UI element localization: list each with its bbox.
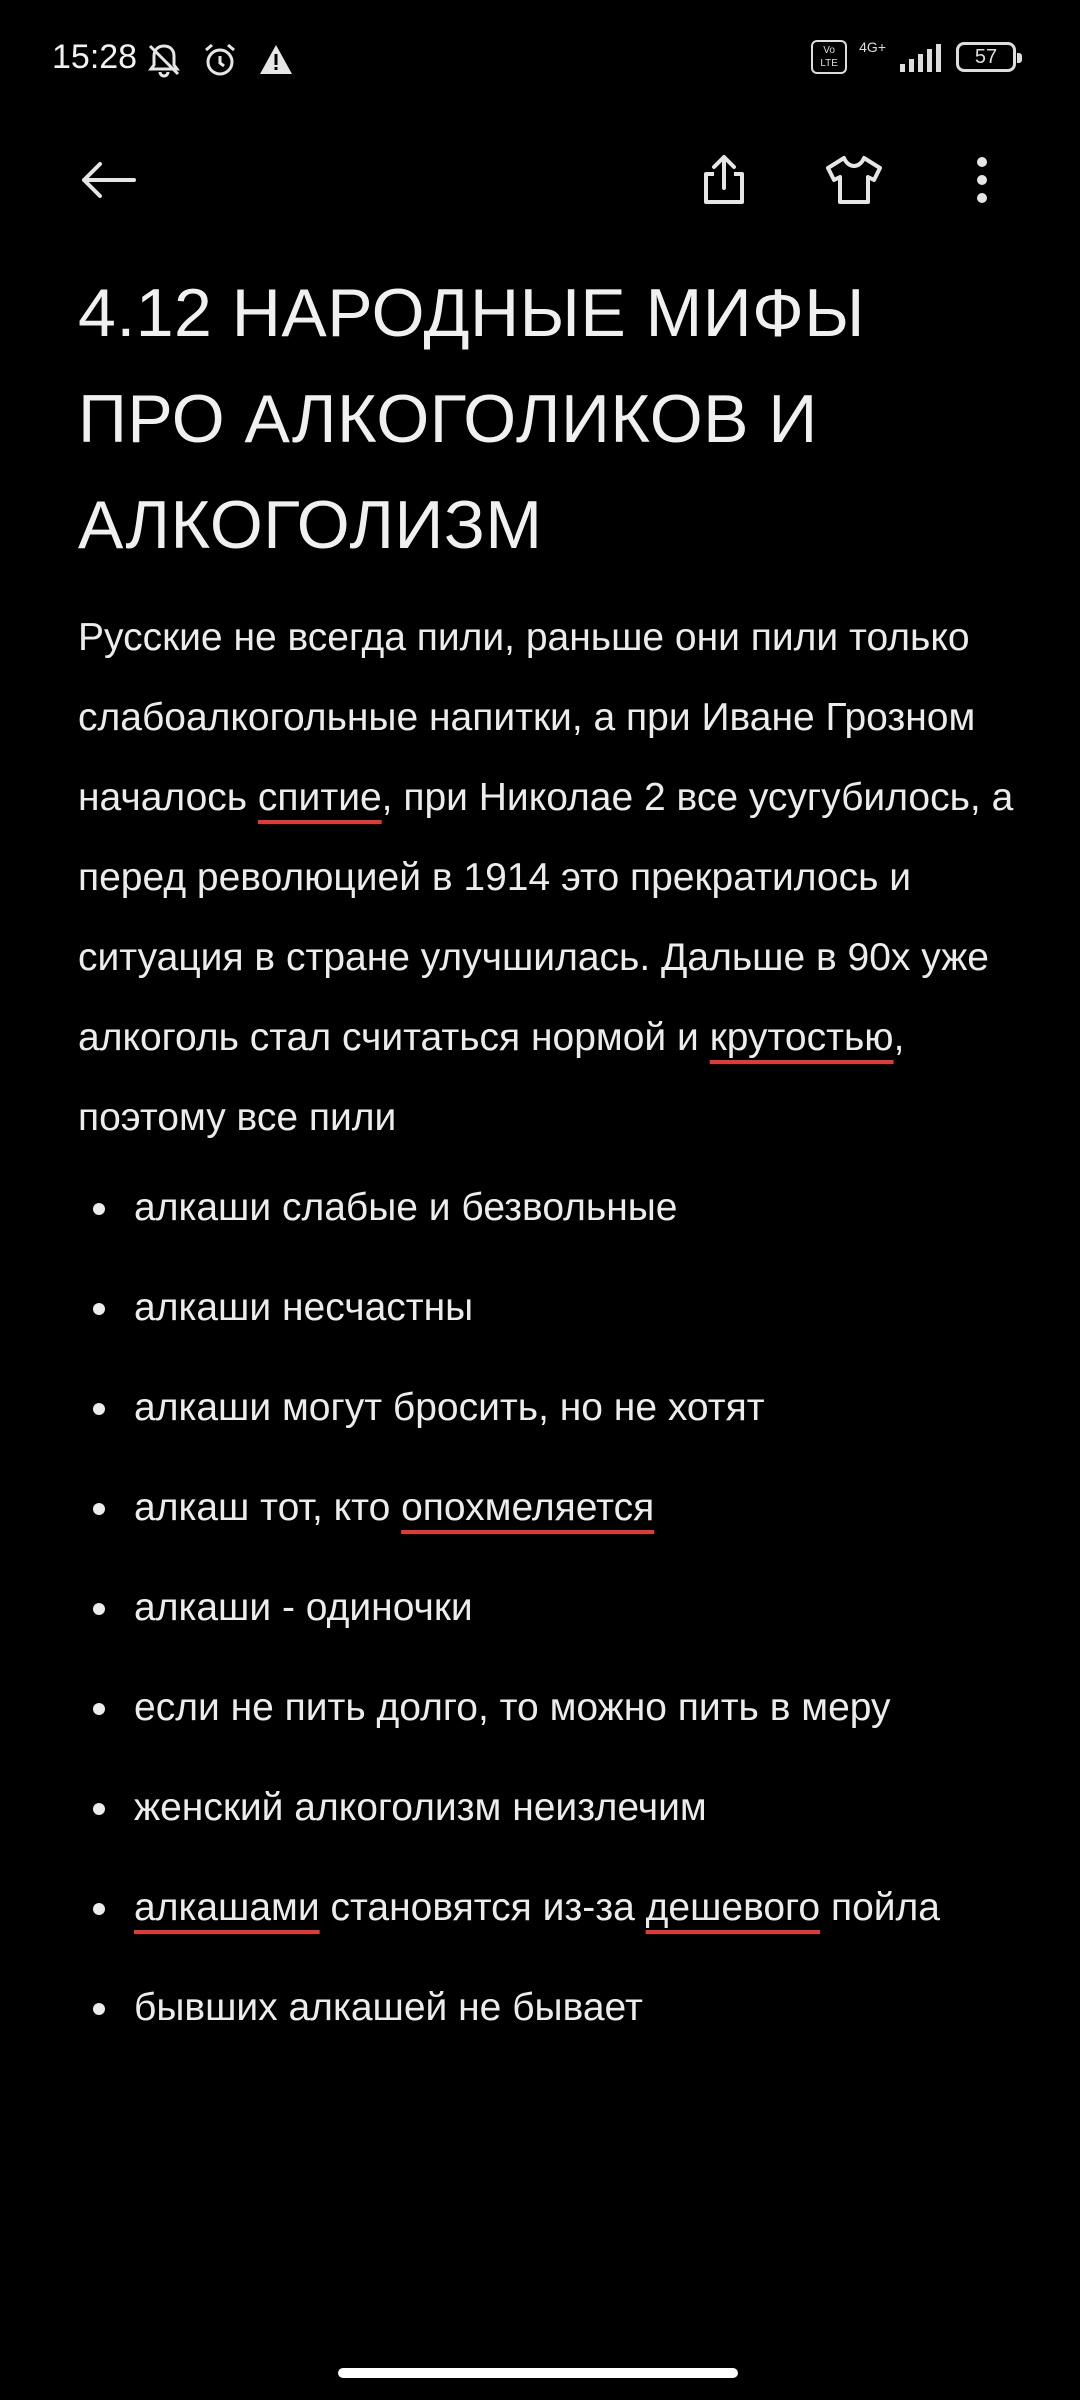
notifications-off-icon: [144, 40, 184, 80]
article-paragraph: [78, 598, 1018, 1158]
misspelled-word[interactable]: спитие: [257, 776, 382, 819]
share-button[interactable]: [684, 140, 764, 220]
bullet-icon: [93, 1303, 105, 1315]
status-time: 15:28: [52, 38, 138, 76]
list-item-text: алкаши могут бросить, но не хотят: [134, 1386, 765, 1429]
misspelled-word[interactable]: крутостью: [709, 1016, 894, 1059]
list-item-text: если не пить долго, то можно пить в меру: [134, 1686, 891, 1729]
status-icons: [144, 40, 296, 80]
paragraph-text: Русские не всегда пили, раньше они пили только слабоалкогольные напитки, а при Иване Грозном началось: [78, 616, 976, 819]
bullet-icon: [93, 2003, 105, 2015]
bullet-icon: [93, 1903, 105, 1915]
more-options-button[interactable]: [942, 140, 1022, 220]
list-item: [78, 1268, 1018, 1348]
list-item: [78, 1368, 1018, 1448]
article: [78, 260, 1018, 2068]
bullet-icon: [93, 1403, 105, 1415]
list-item: [78, 1568, 1018, 1648]
list-item-text: алкаши несчастны: [134, 1286, 474, 1329]
paragraph-text: , при Николае 2 все усугубилось, а перед революцией в 1914 это прекратилось и ситуация в стране улучшилась. Дальше в 90х уже алкоголь стал считаться нормой и: [78, 776, 1014, 1059]
myths-list: [78, 1168, 1018, 2048]
shirt-icon: [824, 154, 884, 206]
paragraph-text: , поэтому все пили: [78, 1016, 905, 1139]
network-type: 4G+: [859, 39, 886, 55]
misspelled-word[interactable]: алкашами: [134, 1886, 320, 1929]
list-item: [78, 1768, 1018, 1848]
list-item-text: алкаши - одиночки: [134, 1586, 473, 1629]
list-item-text: бывших алкашей не бывает: [134, 1986, 643, 2029]
more-vert-icon: [974, 155, 990, 205]
list-item: [78, 1868, 1018, 1948]
home-indicator[interactable]: [338, 2368, 738, 2378]
toolbar: [0, 140, 1080, 240]
volte-icon: Vo LTE: [811, 40, 847, 74]
bullet-icon: [93, 1803, 105, 1815]
alarm-icon: [200, 40, 240, 80]
list-item: [78, 1968, 1018, 2048]
battery-indicator: [956, 42, 1016, 72]
theme-button[interactable]: [814, 140, 894, 220]
article-title: 4.12 НАРОДНЫЕ МИФЫ ПРО АЛКОГОЛИКОВ И АЛКОГОЛИЗМ: [78, 275, 865, 563]
list-item: [78, 1168, 1018, 1248]
bullet-icon: [93, 1503, 105, 1515]
signal-icon: [898, 42, 944, 72]
misspelled-word[interactable]: дешевого: [645, 1886, 821, 1929]
bullet-icon: [93, 1603, 105, 1615]
misspelled-word[interactable]: опохмеляется: [401, 1486, 655, 1529]
status-right: [811, 40, 1016, 74]
list-item-text: алкаши слабые и безвольные: [134, 1186, 678, 1229]
list-item-text: становятся из-за: [319, 1886, 646, 1929]
bullet-icon: [93, 1703, 105, 1715]
status-bar: [0, 0, 1080, 120]
list-item: [78, 1668, 1018, 1748]
list-item-text: женский алкоголизм неизлечим: [134, 1786, 707, 1829]
list-item: [78, 1468, 1018, 1548]
warning-icon: [256, 40, 296, 80]
list-item-text: алкаш тот, кто: [134, 1486, 402, 1529]
share-icon: [698, 154, 750, 206]
list-item-text: пойла: [820, 1886, 940, 1929]
back-arrow-icon: [78, 160, 138, 200]
back-button[interactable]: [68, 140, 148, 220]
bullet-icon: [93, 1203, 105, 1215]
battery-level: 57: [974, 45, 998, 68]
